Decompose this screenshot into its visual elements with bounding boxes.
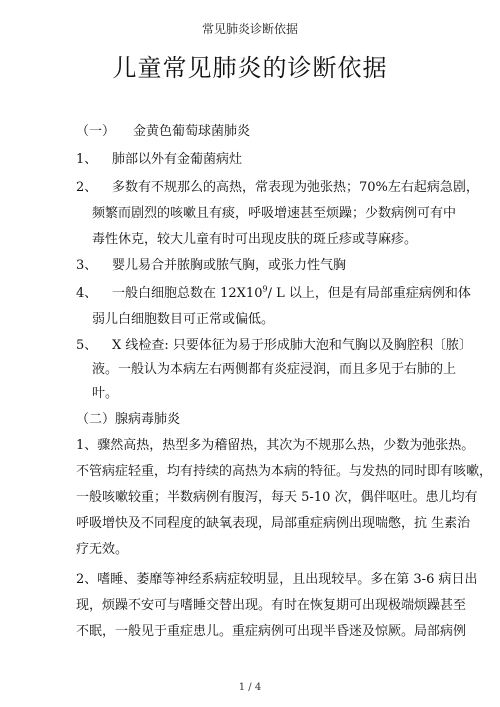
item-text-line [112, 286, 471, 302]
item-text-pre: 一般白细胞总数在 12X10 [112, 286, 263, 301]
item-number: 4、 [76, 286, 98, 301]
section2-heading: （二）腺病毒肺炎 [76, 412, 181, 427]
item-text-line: X 线检查: 只要体征为易于形成肺大泡和气胸以及胸腔积〔脓〕 [112, 338, 472, 353]
page-number: 1 / 4 [238, 682, 262, 693]
paragraph-line: 一般咳嗽较重；半数病例有腹泻，每天 5-10 次，偶伴呕吐。患儿均有 [76, 490, 478, 505]
paragraph-line: 不眠，一般见于重症患儿。重症病例可出现半昏迷及惊厥。局部病例 [76, 624, 467, 639]
item-superscript: 9 [262, 284, 268, 294]
paragraph-line: 疗无效。 [76, 542, 129, 557]
item-text-line: 婴儿易合并脓胸或脓气胸，或张力性气胸 [112, 258, 347, 273]
paragraph-line: 现，烦躁不安可与嗜睡交替出现。有时在恢复期可出现极端烦躁甚至 [76, 598, 467, 613]
item-text-line: 频繁而剧烈的咳嗽且有痰，呼吸增速甚至烦躁；少数病例可有中 [92, 206, 457, 221]
document-title: 儿童常见肺炎的诊断依据 [112, 54, 388, 82]
running-head: 常见肺炎诊断依据 [201, 22, 298, 36]
item-number: 1、 [76, 152, 98, 167]
paragraph-line: 1、骤然高热，热型多为稽留热，其次为不规那么热，少数为弛张热。 [76, 438, 475, 453]
item-text-line: 液。一般认为本病左右两侧都有炎症浸润，而且多见于右肺的上 [92, 362, 457, 377]
paragraph-line: 呼吸增快及不同程度的缺氧表现，局部重症病例出现喘憋，抗 生素治 [76, 516, 471, 531]
section1-heading-num: （一） [76, 124, 116, 139]
item-text-line: 弱儿白细胞数目可正常或偏低。 [92, 312, 275, 327]
item-number: 3、 [76, 258, 98, 273]
item-number: 2、 [76, 180, 98, 195]
item-text-line: 毒性休克，较大儿童有时可出现皮肤的斑丘疹或荨麻疹。 [92, 232, 418, 247]
item-text-line: 多数有不规那么的高热，常表现为弛张热；70%左右起病急剧， [112, 180, 479, 195]
paragraph-line: 不管病症轻重，均有持续的高热为本病的特征。与发热的同时即有咳嗽， [76, 464, 493, 479]
item-text-post: / L 以上，但是有局部重症病例和体 [267, 286, 471, 301]
section1-heading: 金黄色葡萄球菌肺炎 [133, 124, 251, 139]
paragraph-line: 2、嗜睡、萎靡等神经系病症较明显，且出现较早。多在第 3-6 病日出 [76, 572, 478, 587]
item-text-line: 肺部以外有金葡菌病灶 [112, 152, 243, 167]
item-text-line: 叶。 [92, 386, 119, 401]
item-number: 5、 [76, 338, 98, 353]
